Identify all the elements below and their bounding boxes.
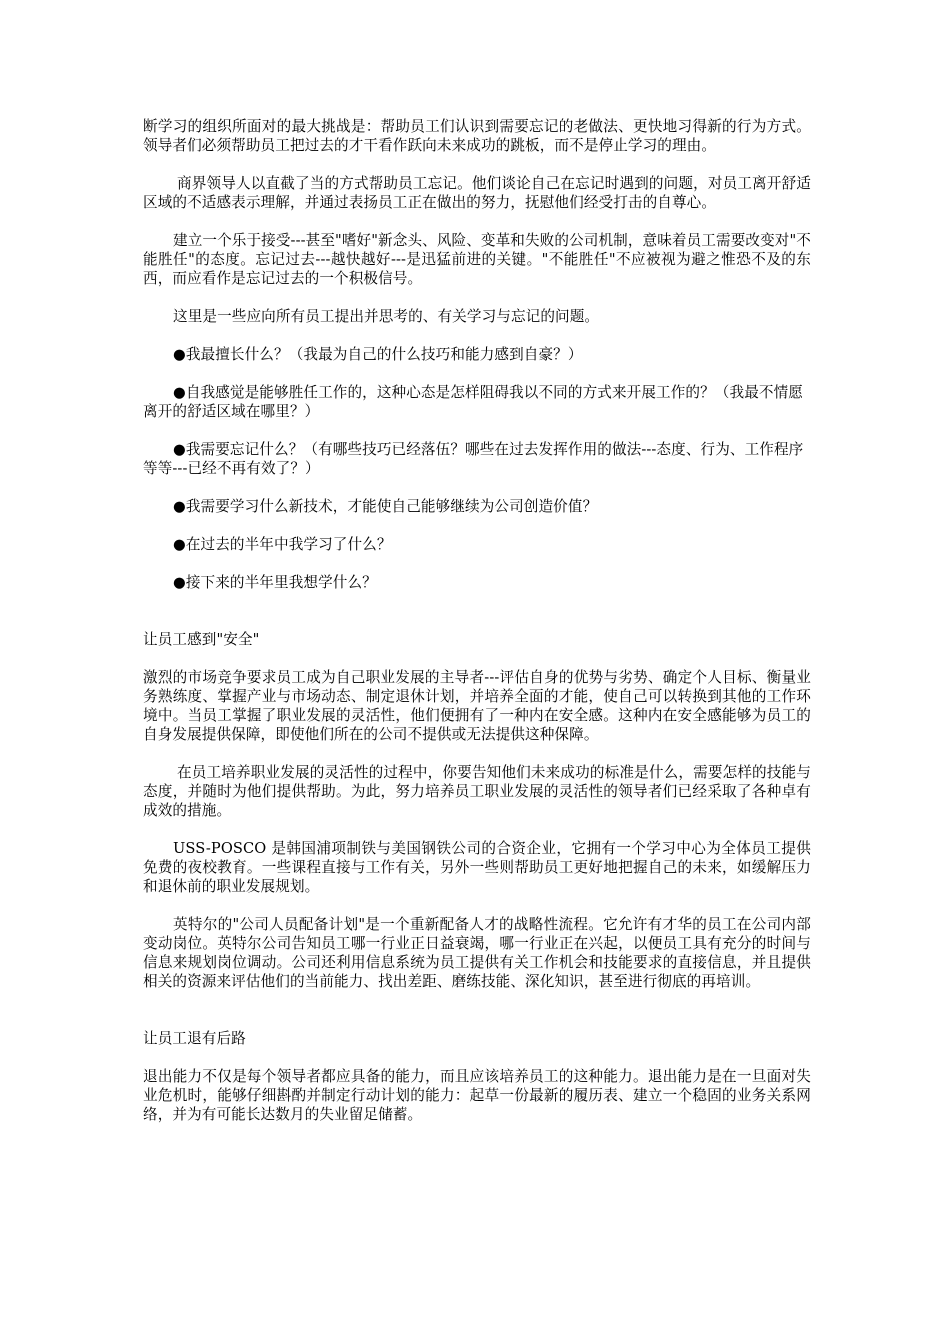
question-item-1: ●我最擅长什么？（我最为自己的什么技巧和能力感到自豪？） bbox=[173, 346, 583, 363]
section-heading-exit: 让员工退有后路 bbox=[143, 1030, 246, 1047]
safety-paragraph-3: USS-POSCO 是韩国浦项制铁与美国钢铁公司的合资企业，它拥有一个学习中心为全体员工提供免费的夜校教育。一些课程直接与工作有关，另外一些则帮助员工更好地把握自己的未来，如缓解压力和退休前的职业发展规划。 bbox=[143, 840, 811, 895]
exit-paragraph-1: 退出能力不仅是每个领导者都应具备的能力，而且应该培养员工的这种能力。退出能力是在一旦面对失业危机时，能够仔细斟酌并制定行动计划的能力：起草一份最新的履历表、建立一个稳固的业务关系网络，并为有可能长达数月的失业留足储蓄。 bbox=[143, 1068, 811, 1123]
safety-paragraph-1: 激烈的市场竞争要求员工成为自己职业发展的主导者---评估自身的优势与劣势、确定个人目标、衡量业务熟练度、掌握产业与市场动态、制定退休计划，并培养全面的才能，使自己可以转换到其他的工作环境中。当员工掌握了职业发展的灵活性，他们便拥有了一种内在安全感。这种内在安全感能够为员工的自身发展提供保障，即使他们所在的公司不提供或无法提供这种保障。 bbox=[143, 669, 811, 743]
question-item-4: ●我需要学习什么新技术，才能使自己能够继续为公司创造价值？ bbox=[173, 498, 598, 515]
question-item-6: ●接下来的半年里我想学什么？ bbox=[173, 574, 377, 591]
safety-paragraph-2: 在员工培养职业发展的灵活性的过程中，你要告知他们未来成功的标准是什么，需要怎样的技能与态度，并随时为他们提供帮助。为此，努力培养员工职业发展的灵活性的领导者们已经采取了各种卓有成效的措施。 bbox=[143, 764, 811, 819]
question-item-3: ●我需要忘记什么？（有哪些技巧已经落伍？哪些在过去发挥作用的做法---态度、行为、工作程序等等---已经不再有效了？） bbox=[143, 441, 804, 477]
intro-paragraph-3: 建立一个乐于接受---甚至"嗜好"新念头、风险、变革和失败的公司机制，意味着员工需要改变对"不能胜任"的态度。忘记过去---越快越好---是迅猛前进的关键。"不能胜任"不应被视为避之惟恐不及的东西，而应看作是忘记过去的一个积极信号。 bbox=[143, 232, 811, 287]
section-heading-safety: 让员工感到"安全" bbox=[143, 631, 260, 648]
document-page bbox=[143, 117, 811, 1143]
question-item-2: ●自我感觉是能够胜任工作的，这种心态是怎样阻碍我以不同的方式来开展工作的？（我最不情愿离开的舒适区域在哪里？） bbox=[143, 384, 803, 420]
intro-paragraph-4: 这里是一些应向所有员工提出并思考的、有关学习与忘记的问题。 bbox=[173, 308, 600, 325]
question-item-5: ●在过去的半年中我学习了什么？ bbox=[173, 536, 392, 553]
intro-paragraph-2: 商界领导人以直截了当的方式帮助员工忘记。他们谈论自己在忘记时遇到的问题，对员工离开舒适区域的不适感表示理解，并通过表扬员工正在做出的努力，抚慰他们经受打击的自尊心。 bbox=[143, 175, 811, 211]
safety-paragraph-4: 英特尔的"公司人员配备计划"是一个重新配备人才的战略性流程。它允许有才华的员工在公司内部变动岗位。英特尔公司告知员工哪一行业正日益衰竭，哪一行业正在兴起，以便员工具有充分的时间与信息来规划岗位调动。公司还利用信息系统为员工提供有关工作机会和技能要求的直接信息，并且提供相关的资源来评估他们的当前能力、找出差距、磨练技能、深化知识，甚至进行彻底的再培训。 bbox=[143, 916, 811, 990]
intro-paragraph-1: 断学习的组织所面对的最大挑战是：帮助员工们认识到需要忘记的老做法、更快地习得新的行为方式。领导者们必须帮助员工把过去的才干看作跃向未来成功的跳板，而不是停止学习的理由。 bbox=[143, 118, 811, 154]
